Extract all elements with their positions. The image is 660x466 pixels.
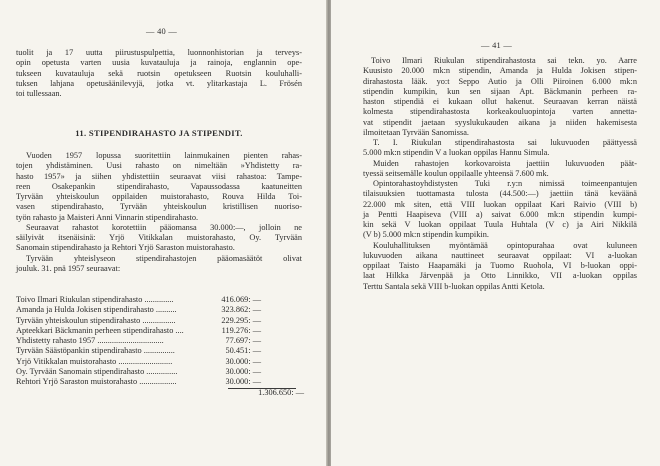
- text-line: jouluk. 31. pnä 1957 seuraavat:: [16, 263, 121, 273]
- text-line: Kouluhallituksen myöntämää opintopurahaa ovat kuluneen: [373, 240, 637, 250]
- text-line: Tyrvään yhteiskoulun oppilaiden muistorahasto, Rouva Hilda Toi-: [16, 192, 302, 201]
- text-line: (V b) 5.000 mk:n stipendin kumpikin.: [363, 230, 489, 240]
- paragraph-stipend-recipients: [363, 56, 637, 292]
- text-line: reen Osakepankin stipendirahasto, Vapaussodassa kaatuneitten: [16, 181, 302, 191]
- text-line: 22.000 mk siten, että VIII luokan oppilaat Kari Raivio (VIII b): [363, 199, 637, 209]
- ledger-total-row: [16, 388, 304, 398]
- text-line: Terttu Santala sekä VIII b-luokan oppilas Antti Ketola.: [363, 281, 545, 291]
- paragraph-fund-merger: [16, 151, 302, 274]
- fund-ledger: [16, 295, 304, 399]
- ledger-row: [16, 367, 304, 377]
- text-line: säilyivät itsenäisinä: Yrjö Vitikkalan muistorahasto, Oy. Tyrvään: [16, 233, 302, 242]
- fund-amount: 30.000: —: [225, 356, 261, 366]
- text-line: tyessä seitsemälle koulun oppilaalle yhteensä 7.600 mk.: [363, 168, 549, 178]
- text-line: Muiden rahastojen korkovaroista jaettiin lukuvuoden päät-: [373, 158, 637, 168]
- ledger-row: [16, 316, 304, 326]
- fund-name: Yrjö Vitikkalan muistorahasto ..........................: [16, 356, 173, 366]
- ledger-row: [16, 377, 304, 387]
- text-line: vasen stipendirahasto, Tyrvään yhteiskoulun kristillisen nuoriso-: [16, 202, 302, 212]
- fund-name: Yhdistetty rahasto 1957 ................................: [16, 336, 164, 345]
- text-line: oppilaat Taisto Haapamäki ja Tuomo Ruohola, VI b-luokan oppi-: [363, 261, 637, 270]
- fund-amount: 323.862: —: [221, 305, 261, 315]
- fund-amount: 229.295: —: [221, 315, 261, 325]
- fund-name: Rehtori Yrjö Saraston muistorahasto ..................: [16, 377, 177, 386]
- text-line: tuolit ja 17 uutta piirustuspulpettia, luonnonhistorian ja terveys-: [16, 48, 302, 57]
- text-line: Opintorahastoyhdistysten Tuki r.y:n nimissä toimeenpantujen: [373, 179, 637, 188]
- fund-amount: 77.697: —: [225, 336, 261, 345]
- page-number: — 40 —: [146, 27, 178, 36]
- ledger-row: [16, 346, 304, 356]
- fund-name: Apteekkari Bäckmanin perheen stipendirahasto ....: [16, 325, 184, 335]
- fund-amount: 50.451: —: [225, 346, 261, 356]
- text-line: stipendin kumpikin, kun sen sijaan Apt. Bäckmanin perheen ra-: [363, 86, 637, 96]
- text-line: vat stipendit jaetaan syyslukukauden aikana ja niiden hakemisesta: [363, 117, 637, 127]
- text-line: Toivo Ilmari Riukulan stipendirahastosta sai tekn. yo. Aarre: [371, 56, 637, 65]
- fund-name: Toivo Ilmari Riukulan stipendirahasto ..............: [16, 295, 174, 304]
- text-line: tilaisuuksien tuottamasta tulosta (44.500:—) jaettiin tänä keväänä: [363, 189, 637, 199]
- ledger-row: [16, 326, 304, 336]
- fund-name: Tyrvään Säästöpankin stipendirahasto ...............: [16, 346, 175, 356]
- left-page: [0, 0, 327, 466]
- ledger-row: [16, 357, 304, 367]
- text-line: tojen yhdistäminen. Uusi rahasto on nimeltään »Yhdistetty ra-: [16, 161, 302, 171]
- text-line: opin opetusta varten uusia kuvatauluja ja rainoja, englannin ope-: [16, 58, 302, 68]
- text-line: kin sekä V luokan oppilaat Tuula Huhtala (V c) ja Airi Nikkilä: [363, 220, 637, 229]
- fund-amount: 30.000: —: [225, 377, 261, 386]
- text-line: ja Pentti Haapiseva (VIII a) saivat 6.000 mk:n stipendin kumpi-: [363, 209, 637, 219]
- paragraph-equipment: [16, 48, 302, 99]
- fund-name: Tyrvään yhteiskoulun stipendirahasto ................: [16, 315, 176, 325]
- text-line: kolmesta stipendirahastosta korkeakouluopintoja varten annetta-: [363, 107, 637, 117]
- text-line: laat Hilkka Järvenpää ja Otto Linnikko, VII a-luokan oppilas: [363, 271, 637, 281]
- text-line: tuksen lahjana opetusäänilevyjä, jotka vt. ylitarkastaja L. Frösén: [16, 78, 302, 88]
- text-line: tukseen kuvatauluja sekä ruotsin opetukseen Ruotsin kouluhalli-: [16, 68, 302, 78]
- text-line: toi tullessaan.: [16, 89, 62, 98]
- page-number: — 41 —: [481, 41, 513, 50]
- text-line: Seuraavat rahastot korotettiin pääomansa 30.000:—, jolloin ne: [26, 222, 302, 232]
- text-line: Kuusisto 20.000 mk:n stipendin, Amanda ja Hulda Jokisen stipen-: [363, 66, 637, 76]
- fund-amount: 119.276: —: [221, 325, 261, 335]
- ledger-row: [16, 336, 304, 346]
- text-line: Vuoden 1957 lopussa suoritettiin lainmukainen pienten rahas-: [26, 151, 302, 160]
- text-line: työn rahasto ja Maisteri Anni Vinnarin stipendirahasto.: [16, 212, 199, 222]
- text-line: Tyrvään yhteislyseon stipendirahastojen pääomasäätöt olivat: [26, 253, 302, 263]
- text-line: ilmoitetaan Tyrvään Sanomissa.: [363, 127, 469, 137]
- fund-name: Amanda ja Hulda Jokisen stipendirahasto ..........: [16, 305, 177, 315]
- text-line: 5.000 mk:n stipendin V a luokan oppilas Hannu Simula.: [363, 148, 550, 158]
- section-heading: 11. STIPENDIRAHASTO JA STIPENDIT.: [75, 128, 243, 138]
- right-page: [331, 0, 660, 466]
- text-line: dirahastosta lääk. yo:t Seppo Autio ja Olli Piiroinen 6.000 mk:n: [363, 76, 637, 86]
- text-line: lukuvuoden aikana nauttineet seuraavat oppilaat: VI a-luokan: [363, 250, 637, 260]
- text-line: haston stipendiä ei kukaan ollut hakenut. Seuraavan kerran näistä: [363, 97, 637, 106]
- fund-name: Oy. Tyrvään Sanomain stipendirahasto ...............: [16, 366, 178, 376]
- ledger-row: [16, 295, 304, 305]
- fund-amount: 30.000: —: [225, 366, 261, 376]
- ledger-row: [16, 305, 304, 315]
- text-line: hasto 1957» ja siihen yhdistettiin seuraavat viisi rahastoa: Tampe-: [16, 171, 302, 181]
- ledger-total: 1.306.650: —: [258, 388, 304, 398]
- fund-amount: 416.069: —: [221, 295, 261, 304]
- text-line: Sanomain stipendirahasto ja Rehtori Yrjö Saraston muistorahasto.: [16, 243, 235, 253]
- text-line: T. I. Riukulan stipendirahastosta sai lukuvuoden päättyessä: [373, 138, 637, 147]
